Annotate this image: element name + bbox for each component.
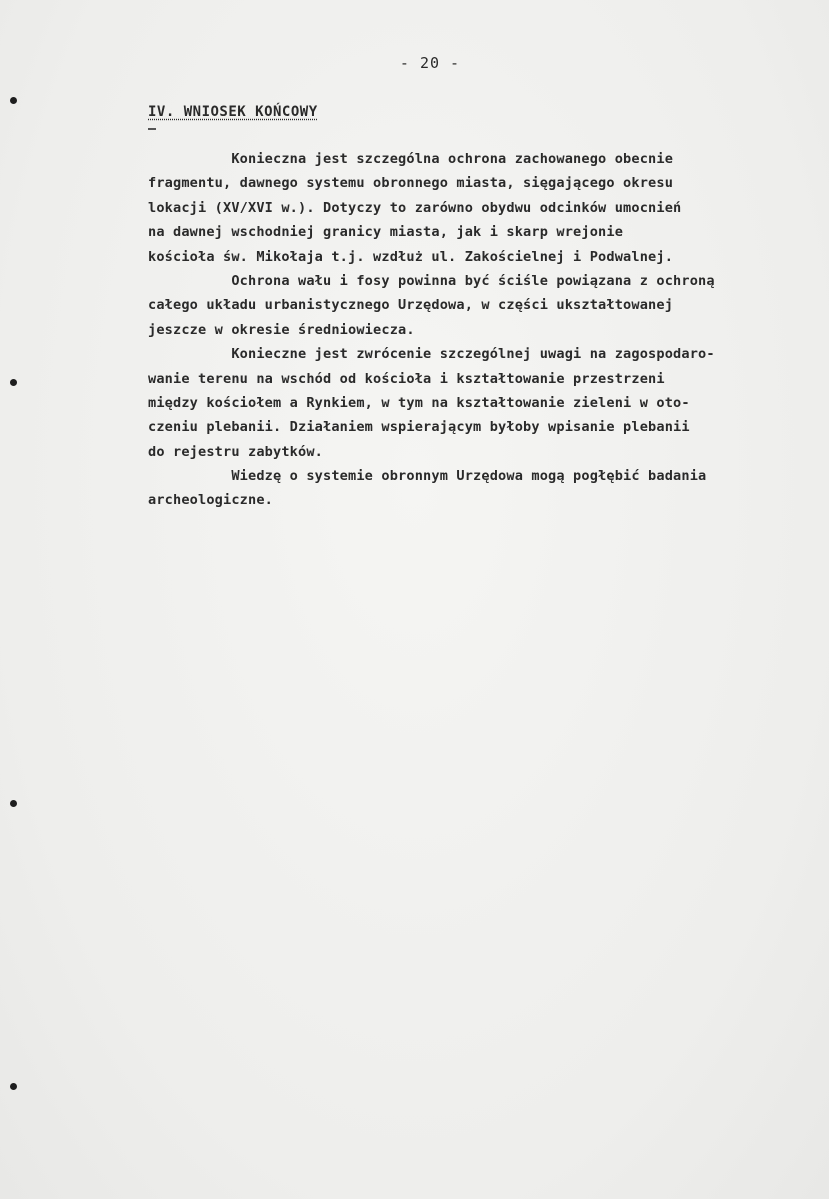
text-line: archeologiczne. — [148, 492, 274, 509]
text-line: kościoła św. Mikołaja t.j. wzdłuż ul. Zakościelnej i Podwalnej. — [148, 248, 674, 265]
text-line: wanie terenu na wschód od kościoła i kształtowanie przestrzeni — [148, 370, 665, 387]
text-line: do rejestru zabytków. — [148, 443, 324, 460]
text-line: między kościołem a Rynkiem, w tym na kształtowanie zieleni w oto- — [148, 394, 690, 411]
punch-hole-3 — [10, 800, 17, 807]
heading-dash — [148, 128, 156, 130]
punch-hole-4 — [10, 1083, 17, 1090]
text-line: jeszcze w okresie średniowiecza. — [148, 321, 415, 338]
text-line: Konieczna jest szczególna ochrona zachowanego obecnie — [148, 151, 674, 167]
text-line: Konieczne jest zwrócenie szczególnej uwagi na zagospodaro- — [148, 346, 715, 363]
text-line: na dawnej wschodniej granicy miasta, jak i skarp wrejonie — [148, 224, 624, 241]
text-line: całego układu urbanistycznego Urzędowa, w części ukształtowanej — [148, 297, 674, 314]
punch-hole-2 — [10, 379, 17, 386]
text-line: czeniu plebanii. Działaniem wspierającym byłoby wpisanie plebanii — [148, 419, 690, 436]
punch-hole-1 — [10, 97, 17, 104]
text-line: Wiedzę o systemie obronnym Urzędowa mogą pogłębić badania — [148, 468, 707, 485]
paragraph-2 — [148, 269, 798, 342]
text-line: Ochrona wału i fosy powinna być ściśle powiązana z ochroną — [148, 272, 715, 289]
paragraph-1 — [148, 147, 798, 269]
text-line: lokacji (XV/XVI w.). Dotyczy to zarówno obydwu odcinków umocnień — [148, 199, 682, 216]
paragraph-3 — [148, 342, 798, 464]
body-text — [148, 147, 798, 513]
page-number: - 20 - — [399, 54, 461, 72]
text-line: fragmentu, dawnego systemu obronnego miasta, sięgającego okresu — [148, 175, 674, 192]
section-heading: IV. WNIOSEK KOŃCOWY — [148, 104, 318, 120]
paragraph-4 — [148, 464, 798, 513]
